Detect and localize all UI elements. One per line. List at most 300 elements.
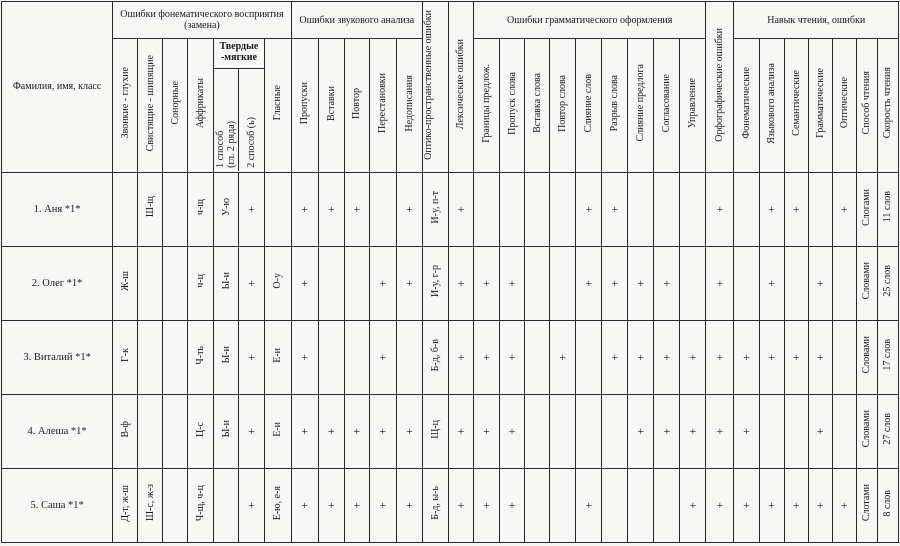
optical-spatial-label: Оптико-пространственные ошибки: [423, 9, 435, 160]
cell-insertions: [318, 247, 344, 321]
col-r-speed: [877, 39, 898, 173]
cell-text: ч-ц: [195, 274, 207, 288]
error-mark: +: [743, 350, 750, 364]
col-word-split: [602, 39, 628, 173]
lexical-label: Лексические ошибки: [455, 39, 467, 130]
error-mark: +: [716, 202, 724, 216]
cell-government: [680, 469, 706, 543]
col-r-language-label: Языкового анализа: [766, 62, 778, 144]
optical-spatial-header: [422, 2, 448, 173]
cell-text: ч-щ: [195, 198, 207, 216]
cell-affricates: [188, 395, 214, 469]
cell-r-speed: [877, 247, 898, 321]
cell-insertions: [318, 469, 344, 543]
error-mark: +: [663, 424, 671, 438]
cell-incomplete: [396, 321, 422, 395]
cell-r-grammatical: [808, 321, 832, 395]
cell-r-speed: [877, 173, 898, 247]
cell-r-phonematic: [734, 247, 759, 321]
error-mark: +: [301, 350, 309, 364]
col-r-optical: [832, 39, 856, 173]
cell-lexical: [448, 247, 473, 321]
error-mark: +: [792, 202, 800, 216]
cell-r-method: [856, 469, 877, 543]
cell-word-repeat: [550, 247, 576, 321]
cell-vowels: [264, 247, 291, 321]
cell-text: И-у, п-т: [429, 190, 441, 224]
col-method2-label: 2 способ (ь): [245, 117, 257, 168]
cell-word-repeat: [550, 469, 576, 543]
error-mark: +: [508, 276, 516, 290]
cell-word-insertion: [525, 247, 550, 321]
cell-vowels: [264, 469, 291, 543]
error-mark: +: [637, 424, 645, 438]
error-mark: +: [301, 276, 309, 290]
cell-sonorant: [163, 247, 188, 321]
lexical-header: [448, 2, 473, 173]
col-word-insertion: [525, 39, 550, 173]
cell-insertions: [318, 173, 344, 247]
error-mark: +: [327, 202, 335, 216]
error-mark: +: [327, 498, 335, 512]
cell-text: Ш-с, ж-з: [144, 484, 156, 522]
cell-voiced: [113, 469, 138, 543]
cell-repetition: [344, 469, 369, 543]
col-vowels: [264, 39, 291, 173]
error-mark: +: [559, 350, 567, 364]
cell-permutations: [369, 173, 396, 247]
cell-optical: [422, 395, 448, 469]
cell-word-merge: [576, 395, 602, 469]
error-mark: +: [743, 424, 750, 438]
cell-r-grammatical: [808, 247, 832, 321]
cell-word-merge: [576, 247, 602, 321]
error-mark: +: [508, 350, 516, 364]
cell-sentence-bounds: [474, 247, 500, 321]
col-agreement-label: Согласование: [661, 73, 673, 133]
col-prep-merge: [628, 39, 654, 173]
cell-word-merge: [576, 469, 602, 543]
error-mark: +: [379, 276, 387, 290]
error-mark: +: [457, 424, 465, 438]
cell-orthographic: [706, 395, 734, 469]
cell-text: 25 слов: [882, 265, 894, 297]
cell-lexical: [448, 321, 473, 395]
error-mark: +: [840, 202, 848, 216]
error-mark: +: [508, 498, 516, 512]
cell-r-method: [856, 321, 877, 395]
error-mark: +: [405, 202, 413, 216]
cell-word-repeat: [550, 173, 576, 247]
cell-incomplete: [396, 469, 422, 543]
cell-omissions: [291, 247, 318, 321]
error-mark: +: [379, 424, 387, 438]
cell-word-merge: [576, 173, 602, 247]
cell-omissions: [291, 469, 318, 543]
cell-r-semantic: [784, 395, 808, 469]
col-word-repeat-label: Повтор слова: [557, 74, 569, 132]
table-row: [2, 469, 899, 543]
error-mark: +: [768, 498, 775, 512]
cell-r-phonematic: [734, 469, 759, 543]
cell-word-omission: [500, 469, 525, 543]
col-repetition: [344, 39, 369, 173]
cell-text: Ж-ш: [119, 271, 131, 291]
error-mark: +: [611, 202, 619, 216]
cell-whistling: [138, 469, 163, 543]
error-mark: +: [248, 202, 255, 216]
error-mark: +: [689, 498, 697, 512]
cell-optical: [422, 321, 448, 395]
cell-insertions: [318, 321, 344, 395]
error-mark: +: [816, 498, 824, 512]
cell-repetition: [344, 321, 369, 395]
error-mark: +: [353, 498, 361, 512]
name-column-header: Фамилия, имя, класс: [2, 2, 113, 173]
cell-sonorant: [163, 173, 188, 247]
col-r-grammatical-label: Грамматические: [814, 68, 826, 138]
cell-text: Словами: [861, 262, 873, 300]
error-mark: +: [585, 498, 593, 512]
error-mark: +: [508, 424, 516, 438]
table-row: [2, 247, 899, 321]
col-affricates-label: Аффрикаты: [195, 77, 207, 129]
col-permutations-label: Перестановки: [377, 73, 389, 133]
error-mark: +: [301, 424, 309, 438]
error-mark: +: [457, 276, 465, 290]
cell-text: Словами: [861, 336, 873, 374]
cell-text: Ш-щ: [144, 196, 156, 218]
cell-text: И-у, г-р: [429, 265, 441, 297]
error-mark: +: [768, 202, 775, 216]
cell-word-repeat: [550, 395, 576, 469]
cell-r-optical: [832, 469, 856, 543]
cell-whistling: [138, 247, 163, 321]
cell-word-insertion: [525, 395, 550, 469]
cell-agreement: [654, 395, 680, 469]
cell-method2: [239, 395, 264, 469]
col-omissions: [291, 39, 318, 173]
group-sound-analysis-header: Ошибки звукового анализа: [291, 2, 422, 39]
col-whistling-label: Свистящие - шипящие: [144, 54, 156, 152]
cell-sentence-bounds: [474, 321, 500, 395]
error-mark: +: [768, 276, 775, 290]
col-method1-label: [215, 121, 237, 168]
cell-repetition: [344, 247, 369, 321]
col-sonorant: [163, 39, 188, 173]
cell-orthographic: [706, 173, 734, 247]
cell-r-method: [856, 173, 877, 247]
cell-text: Ч-щ, ч-ц: [195, 484, 207, 522]
cell-permutations: [369, 247, 396, 321]
cell-agreement: [654, 173, 680, 247]
cell-agreement: [654, 321, 680, 395]
cell-text: Е-и: [272, 347, 284, 363]
error-mark: +: [327, 424, 335, 438]
cell-method2: [239, 173, 264, 247]
cell-r-method: [856, 247, 877, 321]
cell-government: [680, 247, 706, 321]
cell-r-method: [856, 395, 877, 469]
error-mark: +: [716, 350, 724, 364]
cell-voiced: [113, 173, 138, 247]
col-r-method-label: Способ чтения: [861, 71, 873, 135]
cell-text: Е-ю, е-я: [272, 485, 284, 521]
error-mark: +: [816, 350, 824, 364]
col-word-omission-label: Пропуск слова: [506, 71, 518, 135]
cell-r-language: [759, 321, 784, 395]
cell-sonorant: [163, 395, 188, 469]
cell-method1: [214, 173, 239, 247]
cell-r-semantic: [784, 469, 808, 543]
cell-sentence-bounds: [474, 173, 500, 247]
cell-r-optical: [832, 247, 856, 321]
cell-text: Ы-и: [220, 420, 232, 438]
col-method2: [239, 69, 264, 171]
error-mark: +: [816, 276, 824, 290]
cell-text: О-у: [272, 273, 284, 289]
cell-voiced: [113, 321, 138, 395]
student-name: 1. Аня *1*: [2, 173, 113, 247]
cell-text: Г-к: [119, 348, 131, 362]
col-repetition-label: Повтор: [351, 87, 363, 119]
cell-text: Ч-ть: [195, 345, 207, 365]
error-mark: +: [585, 202, 593, 216]
group-grammar-header: Ошибки грамматического оформления: [474, 2, 706, 39]
col-government-label: Управление: [687, 77, 699, 129]
col-sentence-bounds-label: Границы предлож.: [481, 63, 493, 143]
col-method1: [214, 69, 239, 171]
error-mark: +: [457, 202, 465, 216]
col-word-split-label: Разрыв слова: [609, 74, 621, 132]
col-r-phonematic-label: Фонематические: [740, 67, 752, 139]
table-row: [2, 395, 899, 469]
error-mark: +: [689, 350, 697, 364]
cell-prep-merge: [628, 173, 654, 247]
error-mark: +: [663, 276, 671, 290]
col-method1-line1: 1 способ: [215, 130, 227, 168]
cell-lexical: [448, 469, 473, 543]
col-incomplete: [396, 39, 422, 173]
error-mark: +: [405, 424, 413, 438]
hard-soft-group: [214, 39, 264, 173]
cell-government: [680, 395, 706, 469]
cell-affricates: [188, 321, 214, 395]
cell-word-split: [602, 469, 628, 543]
cell-r-optical: [832, 173, 856, 247]
cell-omissions: [291, 395, 318, 469]
cell-optical: [422, 469, 448, 543]
cell-optical: [422, 247, 448, 321]
col-word-insertion-label: Вставка слова: [531, 73, 543, 133]
cell-word-insertion: [525, 321, 550, 395]
col-method1-line2: (гл. 2 ряда): [226, 121, 238, 168]
cell-text: 17 слов: [882, 339, 894, 371]
cell-method2: [239, 321, 264, 395]
error-mark: +: [585, 276, 593, 290]
cell-incomplete: [396, 247, 422, 321]
cell-vowels: [264, 395, 291, 469]
cell-permutations: [369, 469, 396, 543]
col-sonorant-label: Сонорные: [169, 81, 181, 125]
error-mark: +: [379, 498, 387, 512]
error-mark: +: [792, 498, 800, 512]
col-r-optical-label: Оптические: [838, 77, 850, 129]
col-insertions: [318, 39, 344, 173]
cell-r-grammatical: [808, 395, 832, 469]
cell-lexical: [448, 173, 473, 247]
col-word-repeat: [550, 39, 576, 173]
error-mark: +: [716, 498, 724, 512]
cell-word-split: [602, 395, 628, 469]
cell-omissions: [291, 173, 318, 247]
student-name: 5. Саша *1*: [2, 469, 113, 543]
cell-government: [680, 321, 706, 395]
cell-r-semantic: [784, 321, 808, 395]
cell-orthographic: [706, 247, 734, 321]
col-affricates: [188, 39, 214, 173]
cell-text: Ц-с: [195, 421, 207, 437]
cell-sonorant: [163, 469, 188, 543]
orthographic-header: [706, 2, 734, 173]
col-r-semantic-label: Семантические: [790, 70, 802, 136]
cell-text: Словами: [861, 410, 873, 448]
cell-r-semantic: [784, 173, 808, 247]
cell-text: Щ-ц: [429, 419, 441, 439]
table-row: [2, 321, 899, 395]
cell-r-grammatical: [808, 469, 832, 543]
error-mark: +: [483, 350, 490, 364]
cell-incomplete: [396, 395, 422, 469]
error-mark: +: [248, 276, 255, 290]
cell-prep-merge: [628, 247, 654, 321]
cell-orthographic: [706, 321, 734, 395]
cell-affricates: [188, 469, 214, 543]
dysgraphia-error-table: [1, 1, 899, 543]
cell-vowels: [264, 173, 291, 247]
error-mark: +: [405, 276, 413, 290]
cell-word-split: [602, 173, 628, 247]
cell-text: Слогами: [861, 188, 873, 226]
error-mark: +: [379, 350, 387, 364]
cell-r-phonematic: [734, 173, 759, 247]
error-mark: +: [840, 498, 848, 512]
col-r-semantic: [784, 39, 808, 173]
error-mark: +: [248, 498, 255, 512]
error-mark: +: [301, 498, 309, 512]
error-mark: +: [689, 424, 697, 438]
error-mark: +: [716, 276, 724, 290]
col-vowels-label: Гласные: [272, 85, 284, 121]
cell-r-language: [759, 247, 784, 321]
cell-prep-merge: [628, 395, 654, 469]
cell-affricates: [188, 173, 214, 247]
cell-text: Д-т, ж-ш: [119, 484, 131, 522]
col-incomplete-label: Недописания: [403, 74, 415, 132]
cell-prep-merge: [628, 321, 654, 395]
cell-r-language: [759, 469, 784, 543]
cell-text: У-ю: [220, 198, 232, 216]
error-mark: +: [405, 498, 413, 512]
group-phonematic-header: Ошибки фонематического восприятия (замена): [113, 2, 291, 39]
cell-word-merge: [576, 321, 602, 395]
error-mark: +: [248, 350, 255, 364]
error-mark: +: [637, 276, 645, 290]
cell-r-phonematic: [734, 395, 759, 469]
cell-r-optical: [832, 395, 856, 469]
cell-sentence-bounds: [474, 395, 500, 469]
table-body: [2, 173, 899, 543]
error-mark: +: [716, 424, 724, 438]
col-r-grammatical: [808, 39, 832, 173]
col-r-speed-label: Скорость чтения: [882, 67, 894, 139]
cell-text: Ы-и: [220, 346, 232, 364]
col-r-method: [856, 39, 877, 173]
cell-word-omission: [500, 395, 525, 469]
cell-word-omission: [500, 247, 525, 321]
cell-r-language: [759, 173, 784, 247]
cell-r-speed: [877, 469, 898, 543]
cell-text: Б-д, б-в: [429, 338, 441, 372]
error-mark: +: [457, 350, 465, 364]
cell-r-speed: [877, 395, 898, 469]
col-omissions-label: Пропуски: [299, 81, 311, 125]
cell-text: 11 слов: [882, 191, 894, 223]
cell-orthographic: [706, 469, 734, 543]
col-insertions-label: Вставки: [325, 85, 337, 121]
cell-government: [680, 173, 706, 247]
cell-text: Ы-и: [220, 272, 232, 290]
cell-method1: [214, 321, 239, 395]
error-mark: +: [743, 498, 750, 512]
cell-r-speed: [877, 321, 898, 395]
col-word-merge: [576, 39, 602, 173]
cell-sonorant: [163, 321, 188, 395]
error-mark: +: [353, 202, 361, 216]
error-mark: +: [353, 424, 361, 438]
col-whistling: [138, 39, 163, 173]
cell-word-insertion: [525, 173, 550, 247]
cell-method2: [239, 247, 264, 321]
error-mark: +: [483, 498, 490, 512]
col-r-phonematic: [734, 39, 759, 173]
cell-repetition: [344, 173, 369, 247]
cell-prep-merge: [628, 469, 654, 543]
cell-permutations: [369, 395, 396, 469]
error-mark: +: [792, 350, 800, 364]
cell-text: В-ф: [119, 420, 131, 438]
col-prep-merge-label: Слияние предлога: [635, 64, 647, 142]
group-reading-header: Навык чтения, ошибки: [734, 2, 899, 39]
cell-vowels: [264, 321, 291, 395]
cell-method1: [214, 469, 239, 543]
cell-text: 27 слов: [882, 413, 894, 445]
error-mark: +: [611, 276, 619, 290]
error-mark: +: [637, 350, 645, 364]
cell-sentence-bounds: [474, 469, 500, 543]
cell-word-omission: [500, 173, 525, 247]
cell-word-omission: [500, 321, 525, 395]
cell-r-semantic: [784, 247, 808, 321]
error-mark: +: [248, 424, 255, 438]
cell-text: Слотами: [861, 484, 873, 522]
cell-whistling: [138, 321, 163, 395]
cell-voiced: [113, 247, 138, 321]
cell-whistling: [138, 173, 163, 247]
error-mark: +: [483, 276, 490, 290]
cell-r-language: [759, 395, 784, 469]
student-name: 4. Алеша *1*: [2, 395, 113, 469]
